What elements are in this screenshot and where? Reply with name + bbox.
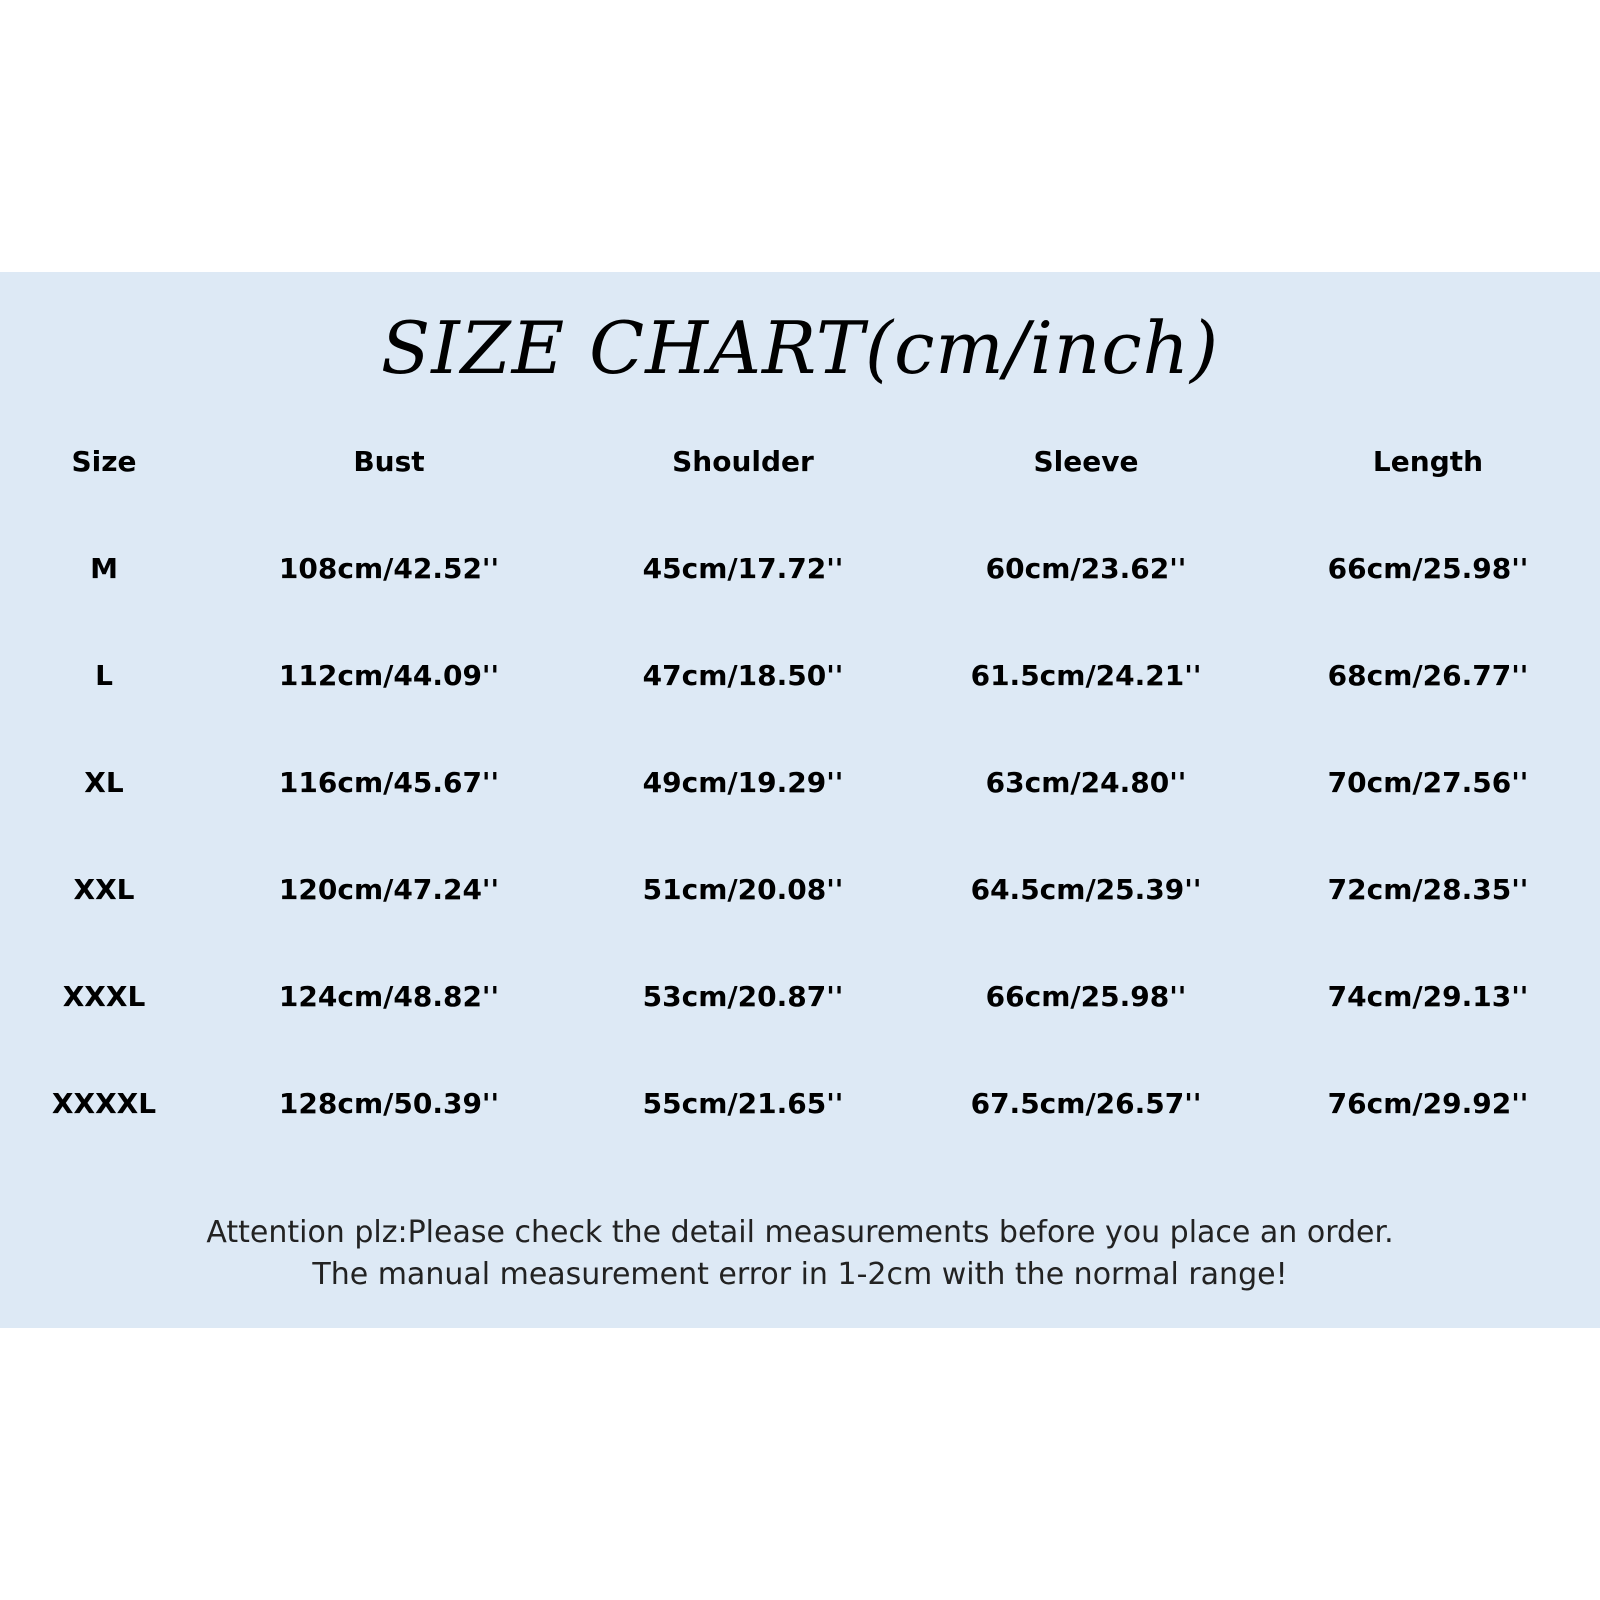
size-cell: M [90,552,118,585]
sleeve-cell: 60cm/23.62'' [985,552,1187,585]
measurement-error-note: The manual measurement error in 1-2cm with the normal range! [312,1257,1288,1292]
attention-note: Attention plz:Please check the detail measurements before you place an order. [206,1215,1394,1250]
size-cell: L [95,659,113,692]
size-table [0,432,1600,1182]
length-cell: 70cm/27.56'' [1327,766,1529,799]
size-cell: XXXL [62,980,146,1013]
bust-cell: 128cm/50.39'' [278,1087,500,1120]
table-row [0,753,1600,813]
table-row [0,1074,1600,1134]
shoulder-cell: 47cm/18.50'' [642,659,844,692]
shoulder-cell: 51cm/20.08'' [642,873,844,906]
header-bust: Bust [353,445,425,478]
size-cell: XL [84,766,124,799]
table-row [0,967,1600,1027]
shoulder-cell: 53cm/20.87'' [642,980,844,1013]
sleeve-cell: 61.5cm/24.21'' [970,659,1202,692]
bust-cell: 120cm/47.24'' [278,873,500,906]
table-row [0,860,1600,920]
sleeve-cell: 67.5cm/26.57'' [970,1087,1202,1120]
size-chart-panel [0,272,1600,1328]
shoulder-cell: 49cm/19.29'' [642,766,844,799]
header-shoulder: Shoulder [672,445,814,478]
bust-cell: 112cm/44.09'' [278,659,500,692]
header-sleeve: Sleeve [1033,445,1139,478]
sleeve-cell: 66cm/25.98'' [985,980,1187,1013]
shoulder-cell: 55cm/21.65'' [642,1087,844,1120]
table-row [0,539,1600,599]
length-cell: 68cm/26.77'' [1327,659,1529,692]
length-cell: 72cm/28.35'' [1327,873,1529,906]
length-cell: 76cm/29.92'' [1327,1087,1529,1120]
size-chart-title: SIZE CHART(cm/inch) [380,306,1220,390]
sleeve-cell: 64.5cm/25.39'' [970,873,1202,906]
sleeve-cell: 63cm/24.80'' [985,766,1187,799]
table-row [0,646,1600,706]
length-cell: 66cm/25.98'' [1327,552,1529,585]
header-size: Size [71,445,137,478]
bust-cell: 124cm/48.82'' [278,980,500,1013]
shoulder-cell: 45cm/17.72'' [642,552,844,585]
bust-cell: 116cm/45.67'' [278,766,500,799]
table-header-row [0,432,1600,492]
length-cell: 74cm/29.13'' [1327,980,1529,1013]
size-cell: XXXXL [51,1087,157,1120]
header-length: Length [1372,445,1484,478]
size-cell: XXL [73,873,135,906]
bust-cell: 108cm/42.52'' [278,552,500,585]
